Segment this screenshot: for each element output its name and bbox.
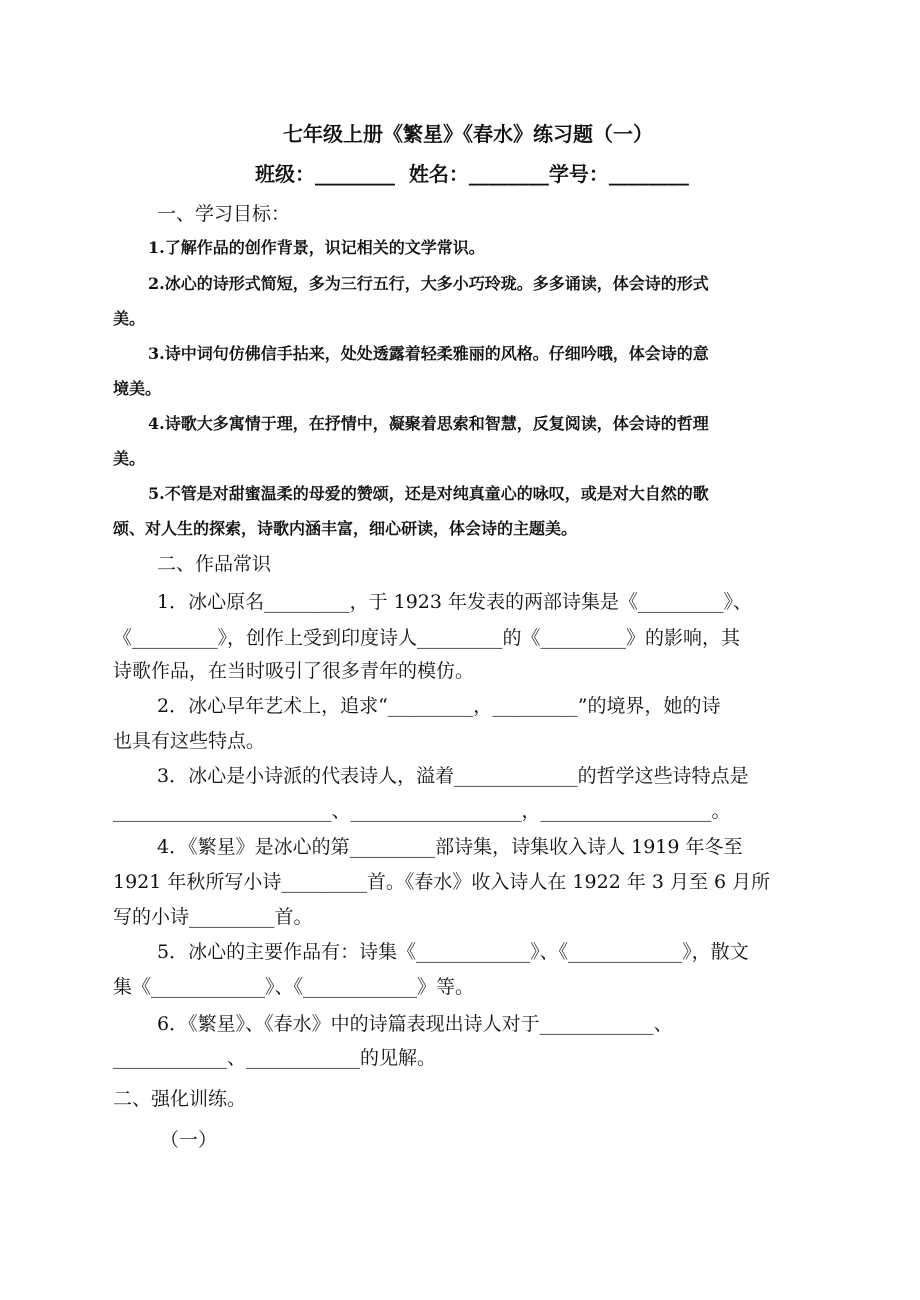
subsection-label: （一）	[160, 1129, 218, 1151]
objective-line: 颂、对人生的探索，诗歌内涵丰富，细心研读，体会诗的主题美。	[113, 519, 578, 538]
objective-line: 1.了解作品的创作背景，识记相关的文学常识。	[148, 238, 485, 257]
objective-line: 美。	[113, 449, 146, 468]
question-line: 也具有这些特点。	[113, 730, 266, 752]
section-3-heading: 二、强化训练。	[113, 1088, 247, 1110]
question-line: 诗歌作品，在当时吸引了很多青年的模仿。	[113, 660, 475, 682]
question-line: 6．《繁星》、《春水》中的诗篇表现出诗人对于____________、	[157, 1013, 673, 1035]
question-line: 5．冰心的主要作品有：诗集《____________》、《____________》，散文	[157, 941, 749, 963]
objective-line: 5.不管是对甜蜜温柔的母爱的赞颂，还是对纯真童心的咏叹，或是对大自然的歌	[148, 484, 709, 503]
objective-line: 境美。	[113, 379, 162, 398]
question-line: 4．《繁星》是冰心的第_________部诗集，诗集收入诗人 1919 年冬至	[157, 836, 743, 858]
question-line: 《_________》，创作上受到印度诗人_________的《_________》的影响，其	[113, 627, 741, 649]
question-line: 写的小诗_________首。	[113, 906, 313, 928]
student-info-line: 班级：________ 姓名：________学号：________	[255, 162, 689, 186]
section-1-heading: 一、学习目标：	[157, 203, 291, 225]
question-line: ____________、____________的见解。	[113, 1047, 437, 1069]
question-line: 2．冰心早年艺术上，追求“_________，_________”的境界，她的诗	[157, 695, 721, 717]
objective-line: 美。	[113, 309, 146, 328]
objective-line: 4.诗歌大多寓情于理，在抒情中，凝聚着思索和智慧，反复阅读，体会诗的哲理	[148, 414, 709, 433]
question-line: 集《____________》、《____________》等。	[113, 976, 475, 998]
objective-line: 3.诗中词句仿佛信手拈来，处处透露着轻柔雅丽的风格。仔细吟哦，体会诗的意	[148, 344, 709, 363]
section-2-heading: 二、作品常识	[157, 553, 272, 575]
question-line: _______________________、__________________，__________________。	[113, 800, 731, 822]
page-title: 七年级上册《繁星》《春水》练习题（一）	[283, 122, 653, 146]
question-line: 3．冰心是小诗派的代表诗人，溢着_____________的哲学这些诗特点是	[157, 765, 749, 787]
question-line: 1921 年秋所写小诗_________首。《春水》收入诗人在 1922 年 3 月至 6 月所	[113, 871, 771, 893]
question-line: 1．冰心原名_________，于 1923 年发表的两部诗集是《_________》、	[157, 591, 753, 613]
objective-line: 2.冰心的诗形式简短，多为三行五行，大多小巧玲珑。多多诵读，体会诗的形式	[148, 274, 709, 293]
